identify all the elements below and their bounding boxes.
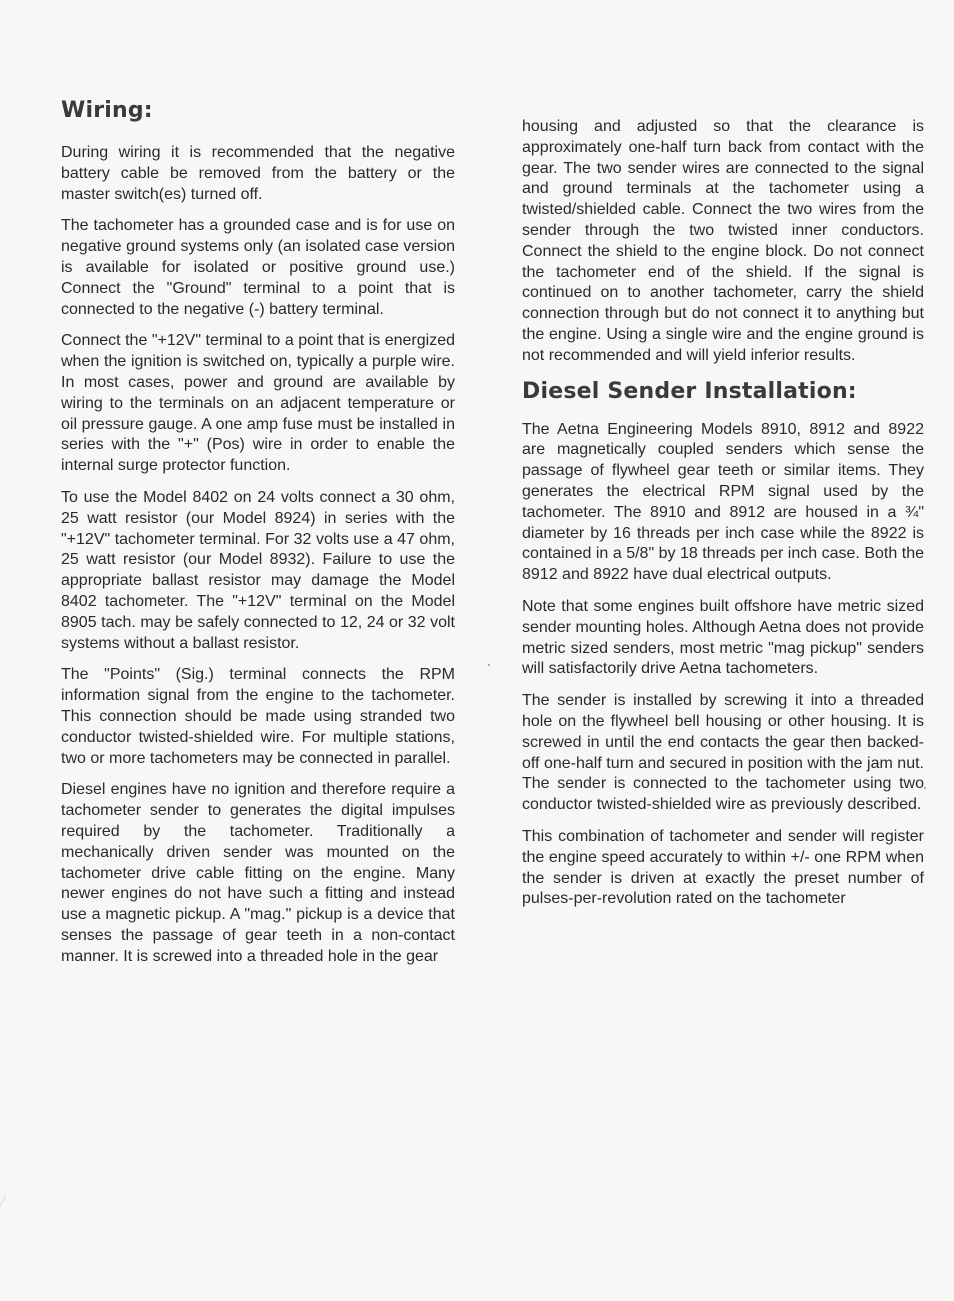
scan-speck: [488, 664, 490, 666]
left-column: [61, 98, 455, 978]
diesel-paragraph-3: The sender is installed by screwing it into a threaded hole on the flywheel bell housing or other housing. It is screwed in until the end contacts the gear then backed-off one-half turn and secured in position with the jam nut. The sender is connected to the tachometer using two conductor twisted-shielded wire as previously described.: [522, 692, 924, 814]
wiring-heading: Wiring:: [61, 98, 153, 123]
diesel-sender-heading: Diesel Sender Installation:: [522, 378, 857, 404]
scan-edge-mark: [0, 1196, 20, 1214]
wiring-paragraph-1: During wiring it is recommended that the negative battery cable be removed from the battery or the master switch(es) turned off.: [61, 144, 455, 203]
wiring-paragraph-4: To use the Model 8402 on 24 volts connect a 30 ohm, 25 watt resistor (our Model 8924) in series with the "+12V" tachometer terminal. For 32 volts use a 47 ohm, 25 watt resistor (our Model 8932). Failure to use the appropriate ballast resistor may damage the Model 8402 tachometer. The "+12V" terminal on the Model 8905 tach. may be safely connected to 12, 24 or 32 volt systems without a ballast resistor.: [61, 488, 455, 652]
continuation-paragraph: housing and adjusted so that the clearance is approximately one-half turn back from contact with the gear. The two sender wires are connected to the signal and ground terminals at the tachometer using a twisted/shielded cable. Connect the two wires from the sender through the two twisted inner conductors. Connect the shield to the engine block. Do not connect the tachometer end of the shield. If the signal is continued on to another tachometer, carry the shield connection through but do not connect it to anything but the engine. Using a single wire and the engine ground is not recommended and will yield inferior results.: [522, 118, 924, 364]
wiring-paragraph-5: The "Points" (Sig.) terminal connects the RPM information signal from the engine to the tachometer. This connection should be made using stranded two conductor twisted-shielded wire. For multiple stations, two or more tachometers may be connected in parallel.: [61, 666, 455, 767]
wiring-paragraph-3: Connect the "+12V" terminal to a point that is energized when the ignition is switched on, typically a purple wire. In most cases, power and ground are available by wiring to the terminals on an adjacent temperature or oil pressure gauge. A one amp fuse must be installed in series with the "+" (Pos) wire in order to enable the internal surge protector function.: [61, 332, 455, 475]
diesel-paragraph-4: This combination of tachometer and sender will register the engine speed accurately to within +/- one RPM when the sender is driven at exactly the preset number of pulses-per-revolution rated on the tachometer: [522, 827, 924, 908]
right-column: [522, 117, 924, 921]
diesel-paragraph-2: Note that some engines built offshore have metric sized sender mounting holes. Although Aetna does not provide metric sized senders, most metric "mag pickup" senders will satisfactorily drive Aetna tachometers.: [522, 597, 924, 678]
wiring-paragraph-6: Diesel engines have no ignition and therefore require a tachometer sender to generates the digital impulses required by the tachometer. Traditionally a mechanically driven sender was mounted on the tachometer drive cable fitting on the engine. Many newer engines do not have such a fitting and instead use a magnetic pickup. A "mag." pickup is a device that senses the passage of gear teeth in a non-contact manner. It is screwed into a threaded hole in the gear: [61, 781, 455, 965]
wiring-paragraph-2: The tachometer has a grounded case and is for use on negative ground systems only (an isolated case version is available for isolated or positive ground use.) Connect the "Ground" terminal to a point that is connected to the negative (-) battery terminal.: [61, 217, 455, 318]
scan-speck: [924, 787, 926, 789]
diesel-paragraph-1: The Aetna Engineering Models 8910, 8912 and 8922 are magnetically coupled senders which sense the passage of flywheel gear teeth or similar items. They generates the electrical RPM signal used by the tachometer. The 8910 and 8912 are housed in a ¾" diameter by 16 threads per inch case while the 8922 is contained in a 5/8" by 18 threads per inch case. Both the 8912 and 8922 have dual electrical outputs.: [522, 420, 924, 584]
